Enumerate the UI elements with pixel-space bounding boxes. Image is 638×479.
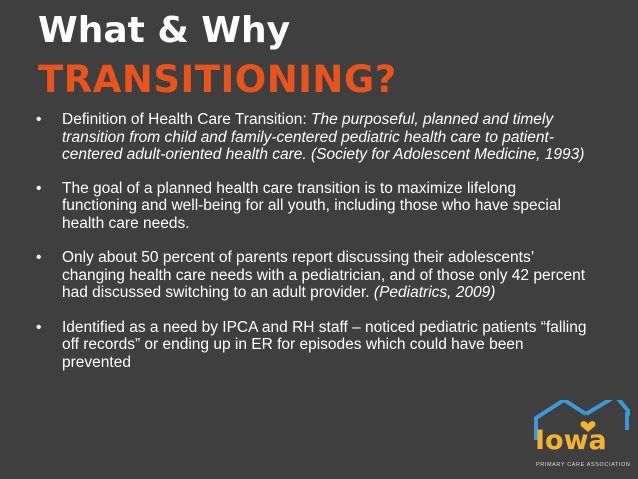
bullet-text: Only about 50 percent of parents report discussing their adolescents’ changing health care needs with a pediatrician, and of those only 42 percent had discussed switching to an adult provider.	[62, 249, 586, 301]
bullet-item	[34, 111, 594, 164]
bullet-italic-text: The purposeful, planned and timely transition from child and family-centered pediatric health care to patient-centered adult-oriented health care. (Society for Adolescent Medicine, 1993)	[62, 111, 585, 163]
bullet-italic-text: (Pediatrics, 2009)	[373, 284, 496, 301]
logo-wordmark: Iowa	[535, 425, 607, 456]
bullet-list	[34, 111, 594, 371]
bullet-marker: •	[36, 249, 42, 266]
bullet-item	[34, 319, 594, 372]
bullet-item	[34, 249, 594, 302]
slide-title: What & Why	[38, 10, 291, 51]
bullet-marker: •	[36, 111, 42, 128]
bullet-text: Definition of Health Care Transition:	[62, 111, 311, 128]
slide-subtitle: TRANSITIONING?	[38, 58, 397, 101]
bullet-marker: •	[36, 318, 42, 336]
house-roof-icon	[586, 400, 630, 418]
bullet-item	[34, 180, 594, 233]
bullet-text: Identified as a need by IPCA and RH staff – noticed pediatric patients “falling off records” or ending up in ER for episodes which could have been prevented	[62, 318, 587, 371]
bullet-marker: •	[36, 179, 42, 197]
bullet-text: The goal of a planned health care transition is to maximize lifelong functioning and well-being for all youth, including those who have special health care needs.	[62, 179, 561, 232]
logo-subtitle: PRIMARY CARE ASSOCIATION	[536, 462, 631, 468]
